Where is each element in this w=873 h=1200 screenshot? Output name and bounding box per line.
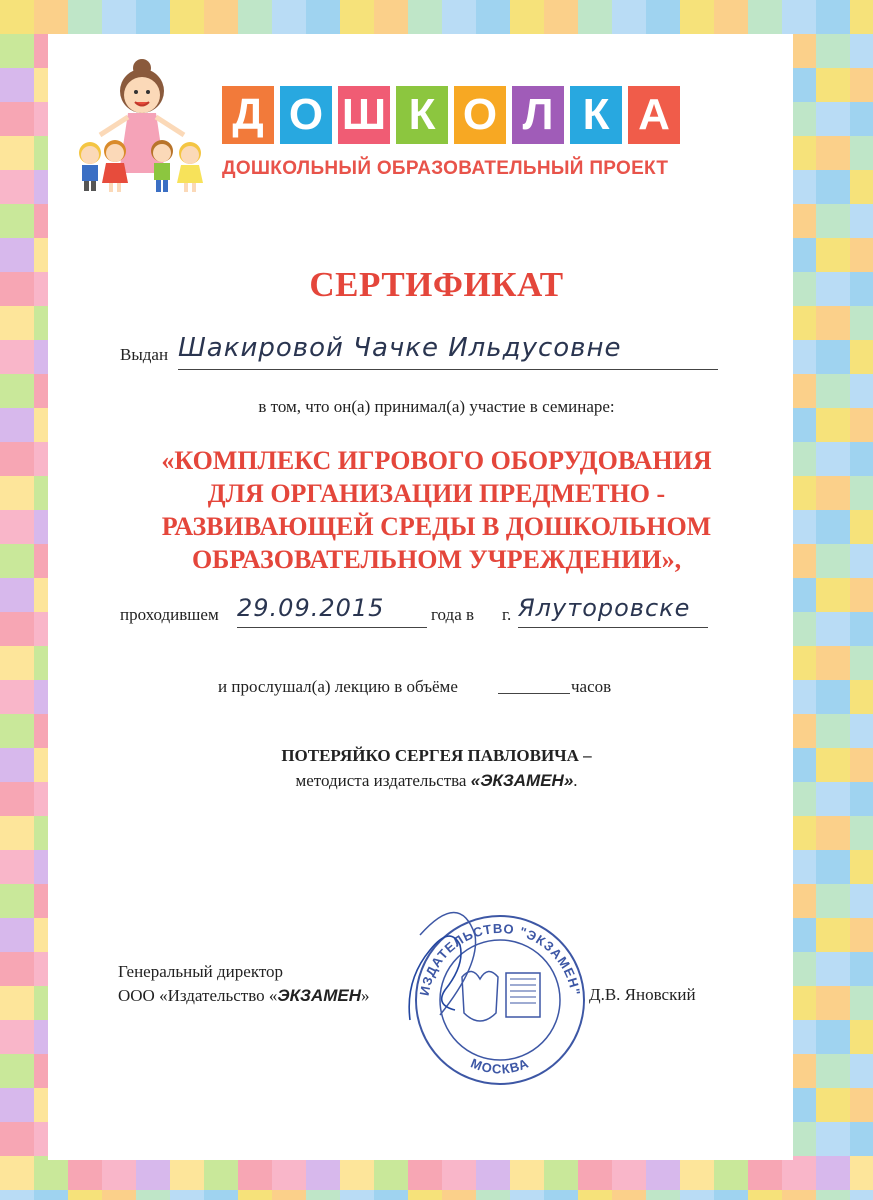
mosaic-tile bbox=[476, 1190, 510, 1200]
mosaic-tile bbox=[850, 68, 873, 102]
mosaic-tile bbox=[816, 34, 850, 68]
children-illustration bbox=[70, 55, 210, 195]
mosaic-tile bbox=[850, 952, 873, 986]
mosaic-tile bbox=[170, 1156, 204, 1190]
mosaic-tile bbox=[850, 204, 873, 238]
seminar-line: ОБРАЗОВАТЕЛЬНОМ УЧРЕЖДЕНИИ», bbox=[191, 545, 682, 574]
mosaic-tile bbox=[748, 1156, 782, 1190]
mosaic-tile bbox=[544, 1156, 578, 1190]
mosaic-tile bbox=[646, 1156, 680, 1190]
mosaic-tile bbox=[0, 918, 34, 952]
mosaic-tile bbox=[442, 0, 476, 34]
mosaic-tile bbox=[850, 34, 873, 68]
mosaic-tile bbox=[816, 884, 850, 918]
director-org-name: ЭКЗАМЕН bbox=[277, 986, 362, 1005]
signature bbox=[395, 920, 515, 1030]
mosaic-tile bbox=[816, 442, 850, 476]
mosaic-tile bbox=[816, 1156, 850, 1190]
mosaic-tile bbox=[850, 340, 873, 374]
mosaic-tile bbox=[0, 1088, 34, 1122]
logo-letter-tile: К bbox=[570, 86, 622, 144]
mosaic-tile bbox=[850, 1020, 873, 1054]
stamp-top-text: ИЗДАТЕЛЬСТВО "ЭКЗАМЕН" bbox=[416, 920, 584, 997]
mosaic-tile bbox=[816, 850, 850, 884]
mosaic-tile bbox=[816, 510, 850, 544]
mosaic-tile bbox=[748, 0, 782, 34]
mosaic-tile bbox=[0, 68, 34, 102]
mosaic-tile bbox=[816, 136, 850, 170]
logo-letter-tile: О bbox=[280, 86, 332, 144]
held-label: проходившем bbox=[120, 605, 219, 624]
mosaic-tile bbox=[646, 0, 680, 34]
mosaic-tile bbox=[680, 1190, 714, 1200]
mosaic-tile bbox=[68, 0, 102, 34]
mosaic-tile bbox=[714, 1156, 748, 1190]
mosaic-tile bbox=[850, 850, 873, 884]
logo-letter-tile: О bbox=[454, 86, 506, 144]
mosaic-tile bbox=[0, 510, 34, 544]
mosaic-tile bbox=[204, 1190, 238, 1200]
mosaic-tile bbox=[816, 646, 850, 680]
mosaic-tile bbox=[0, 136, 34, 170]
seminar-line: ДЛЯ ОРГАНИЗАЦИИ ПРЕДМЕТНО - bbox=[207, 479, 666, 508]
lecturer-role-end: . bbox=[573, 771, 578, 790]
mosaic-tile bbox=[816, 986, 850, 1020]
svg-text:МОСКВА bbox=[469, 1055, 532, 1076]
mosaic-tile bbox=[578, 1190, 612, 1200]
signer-name: Д.В. Яновский bbox=[589, 985, 696, 1004]
seminar-city: Ялуторовске bbox=[518, 594, 708, 628]
mosaic-tile bbox=[816, 204, 850, 238]
mosaic-tile bbox=[612, 0, 646, 34]
mosaic-tile bbox=[816, 1088, 850, 1122]
recipient-name: Шакировой Чачке Ильдусовне bbox=[178, 333, 718, 370]
mosaic-tile bbox=[476, 1156, 510, 1190]
mosaic-tile bbox=[850, 646, 873, 680]
mosaic-tile bbox=[170, 0, 204, 34]
director-title: Генеральный директор bbox=[118, 962, 284, 981]
mosaic-tile bbox=[306, 1156, 340, 1190]
mosaic-tile bbox=[646, 1190, 680, 1200]
logo-letter-tile: Л bbox=[512, 86, 564, 144]
mosaic-tile bbox=[238, 1190, 272, 1200]
mosaic-tile bbox=[408, 0, 442, 34]
mosaic-tile bbox=[272, 1156, 306, 1190]
mosaic-tile bbox=[510, 1156, 544, 1190]
mosaic-tile bbox=[68, 1156, 102, 1190]
mosaic-tile bbox=[0, 1122, 34, 1156]
mosaic-tile bbox=[850, 612, 873, 646]
mosaic-tile bbox=[0, 986, 34, 1020]
mosaic-tile bbox=[816, 102, 850, 136]
mosaic-tile bbox=[272, 1190, 306, 1200]
mosaic-tile bbox=[102, 1156, 136, 1190]
mosaic-tile bbox=[0, 544, 34, 578]
mosaic-tile bbox=[816, 306, 850, 340]
mosaic-tile bbox=[816, 170, 850, 204]
mosaic-tile bbox=[850, 986, 873, 1020]
mosaic-tile bbox=[136, 1190, 170, 1200]
participation-text: в том, что он(а) принимал(а) участие в семинаре: bbox=[258, 397, 615, 416]
mosaic-tile bbox=[0, 1190, 34, 1200]
mosaic-tile bbox=[850, 714, 873, 748]
mosaic-tile bbox=[0, 340, 34, 374]
mosaic-tile bbox=[0, 884, 34, 918]
mosaic-tile bbox=[850, 680, 873, 714]
mosaic-tile bbox=[612, 1190, 646, 1200]
mosaic-tile bbox=[340, 0, 374, 34]
lecturer-role bbox=[0, 771, 873, 791]
year-label: года в bbox=[431, 605, 475, 624]
mosaic-tile bbox=[850, 136, 873, 170]
mosaic-tile bbox=[442, 1156, 476, 1190]
lecture-text-end: часов bbox=[571, 677, 612, 696]
mosaic-tile bbox=[476, 0, 510, 34]
stamp-bottom-text: МОСКВА bbox=[468, 1055, 532, 1077]
mosaic-tile bbox=[408, 1190, 442, 1200]
mosaic-tile bbox=[340, 1156, 374, 1190]
mosaic-tile bbox=[850, 102, 873, 136]
mosaic-tile bbox=[816, 918, 850, 952]
seminar-line: РАЗВИВАЮЩЕЙ СРЕДЫ В ДОШКОЛЬНОМ bbox=[161, 512, 712, 541]
mosaic-tile bbox=[408, 1156, 442, 1190]
mosaic-tile bbox=[816, 952, 850, 986]
mosaic-tile bbox=[612, 1156, 646, 1190]
mosaic-tile bbox=[0, 850, 34, 884]
mosaic-tile bbox=[850, 442, 873, 476]
mosaic-tile bbox=[510, 1190, 544, 1200]
mosaic-tile bbox=[204, 1156, 238, 1190]
mosaic-tile bbox=[816, 714, 850, 748]
mosaic-tile bbox=[340, 1190, 374, 1200]
mosaic-tile bbox=[374, 1156, 408, 1190]
seminar-date: 29.09.2015 bbox=[237, 594, 427, 628]
logo-letter-tile: Ш bbox=[338, 86, 390, 144]
logo-letter-tile: А bbox=[628, 86, 680, 144]
mosaic-tile bbox=[544, 1190, 578, 1200]
mosaic-tile bbox=[0, 714, 34, 748]
hours-blank bbox=[498, 676, 570, 694]
mosaic-tile bbox=[782, 0, 816, 34]
issued-label: Выдан bbox=[120, 345, 169, 364]
mosaic-tile bbox=[68, 1190, 102, 1200]
mosaic-tile bbox=[0, 306, 34, 340]
mosaic-tile bbox=[136, 0, 170, 34]
mosaic-tile bbox=[0, 34, 34, 68]
mosaic-tile bbox=[0, 476, 34, 510]
mosaic-tile bbox=[0, 816, 34, 850]
mosaic-tile bbox=[850, 1122, 873, 1156]
mosaic-tile bbox=[0, 646, 34, 680]
mosaic-tile bbox=[0, 578, 34, 612]
mosaic-tile bbox=[850, 816, 873, 850]
mosaic-tile bbox=[850, 170, 873, 204]
mosaic-tile bbox=[714, 0, 748, 34]
mosaic-tile bbox=[578, 1156, 612, 1190]
mosaic-tile bbox=[680, 0, 714, 34]
mosaic-tile bbox=[816, 1054, 850, 1088]
mosaic-tile bbox=[272, 0, 306, 34]
logo-subtitle: ДОШКОЛЬНЫЙ ОБРАЗОВАТЕЛЬНЫЙ ПРОЕКТ bbox=[222, 158, 669, 179]
mosaic-tile bbox=[816, 680, 850, 714]
mosaic-tile bbox=[850, 306, 873, 340]
mosaic-tile bbox=[850, 476, 873, 510]
mosaic-tile bbox=[34, 0, 68, 34]
mosaic-tile bbox=[102, 1190, 136, 1200]
director-org-end: » bbox=[361, 986, 370, 1005]
mosaic-tile bbox=[816, 578, 850, 612]
mosaic-tile bbox=[850, 544, 873, 578]
mosaic-tile bbox=[816, 476, 850, 510]
mosaic-tile bbox=[816, 544, 850, 578]
director-org bbox=[118, 984, 370, 1008]
mosaic-tile bbox=[816, 1122, 850, 1156]
mosaic-tile bbox=[0, 102, 34, 136]
mosaic-tile bbox=[238, 0, 272, 34]
mosaic-tile bbox=[0, 0, 34, 34]
mosaic-tile bbox=[850, 510, 873, 544]
mosaic-tile bbox=[442, 1190, 476, 1200]
mosaic-tile bbox=[748, 1190, 782, 1200]
mosaic-tile bbox=[0, 204, 34, 238]
mosaic-tile bbox=[34, 1190, 68, 1200]
mosaic-tile bbox=[374, 0, 408, 34]
mosaic-tile bbox=[238, 1156, 272, 1190]
mosaic-tile bbox=[34, 1156, 68, 1190]
mosaic-tile bbox=[578, 0, 612, 34]
mosaic-tile bbox=[0, 170, 34, 204]
mosaic-tile bbox=[0, 952, 34, 986]
seminar-line: «КОМПЛЕКС ИГРОВОГО ОБОРУДОВАНИЯ bbox=[161, 446, 712, 475]
mosaic-tile bbox=[782, 1156, 816, 1190]
mosaic-tile bbox=[850, 918, 873, 952]
mosaic-tile bbox=[816, 612, 850, 646]
mosaic-tile bbox=[816, 340, 850, 374]
city-prefix: г. bbox=[502, 605, 512, 624]
mosaic-tile bbox=[816, 1190, 850, 1200]
seminar-title bbox=[110, 444, 763, 576]
mosaic-tile bbox=[0, 612, 34, 646]
mosaic-tile bbox=[850, 1156, 873, 1190]
mosaic-tile bbox=[544, 0, 578, 34]
mosaic-tile bbox=[0, 1020, 34, 1054]
director-org-text: ООО «Издательство « bbox=[118, 986, 278, 1005]
lecturer-org: «ЭКЗАМЕН» bbox=[470, 771, 574, 790]
mosaic-tile bbox=[850, 1088, 873, 1122]
mosaic-tile bbox=[850, 1190, 873, 1200]
mosaic-tile bbox=[850, 1054, 873, 1088]
mosaic-tile bbox=[850, 578, 873, 612]
mosaic-tile bbox=[782, 1190, 816, 1200]
mosaic-tile bbox=[204, 0, 238, 34]
mosaic-tile bbox=[306, 0, 340, 34]
mosaic-tile bbox=[306, 1190, 340, 1200]
lecturer-name: ПОТЕРЯЙКО СЕРГЕЯ ПАВЛОВИЧА – bbox=[281, 746, 592, 765]
logo-letter-tile: К bbox=[396, 86, 448, 144]
mosaic-tile bbox=[816, 1020, 850, 1054]
mosaic-tile bbox=[510, 0, 544, 34]
mosaic-tile bbox=[0, 442, 34, 476]
mosaic-tile bbox=[102, 0, 136, 34]
mosaic-tile bbox=[714, 1190, 748, 1200]
certificate-title: СЕРТИФИКАТ bbox=[309, 265, 564, 304]
lecture-text-start: и прослушал(а) лекцию в объёме bbox=[218, 677, 458, 696]
mosaic-tile bbox=[816, 0, 850, 34]
mosaic-tile bbox=[374, 1190, 408, 1200]
mosaic-tile bbox=[170, 1190, 204, 1200]
mosaic-tile bbox=[850, 0, 873, 34]
lecturer-role-text: методиста издательства bbox=[295, 771, 467, 790]
mosaic-tile bbox=[136, 1156, 170, 1190]
logo-letter-tile: Д bbox=[222, 86, 274, 144]
mosaic-tile bbox=[816, 68, 850, 102]
mosaic-tile bbox=[0, 680, 34, 714]
mosaic-tile bbox=[0, 1054, 34, 1088]
mosaic-tile bbox=[0, 1156, 34, 1190]
director-block bbox=[118, 960, 370, 1008]
mosaic-tile bbox=[850, 884, 873, 918]
mosaic-tile bbox=[816, 816, 850, 850]
logo-wordmark bbox=[222, 86, 680, 144]
mosaic-tile bbox=[680, 1156, 714, 1190]
